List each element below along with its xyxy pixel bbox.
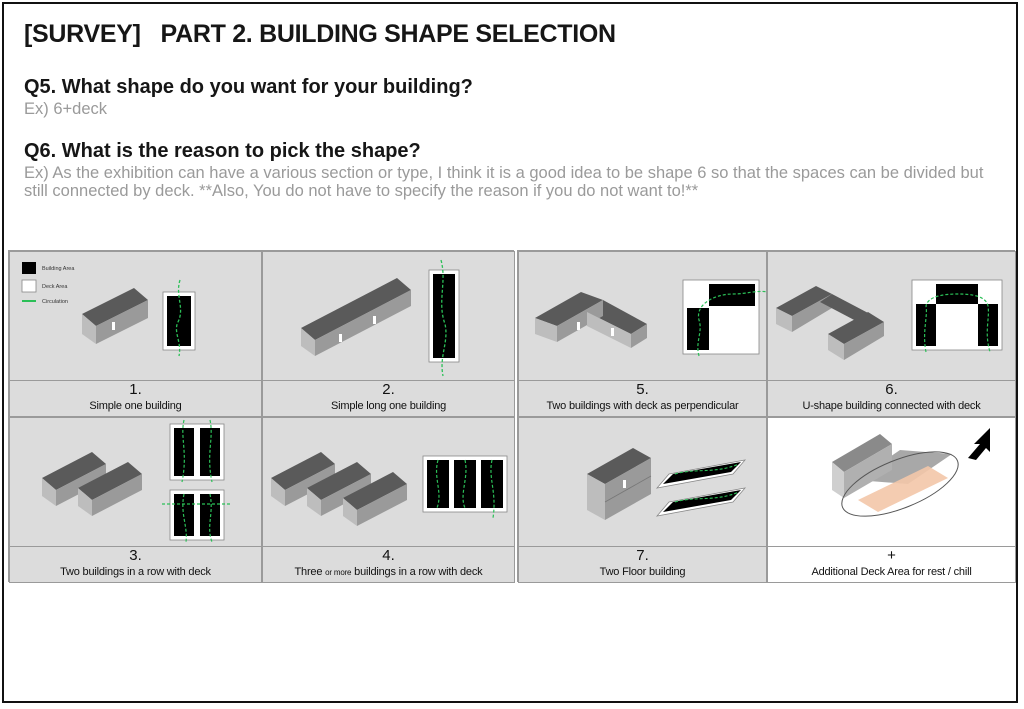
plan-icon <box>429 260 459 376</box>
page-title: [SURVEY] PART 2. BUILDING SHAPE SELECTION <box>24 20 616 48</box>
plan-icon <box>912 280 1002 352</box>
house-icon <box>82 288 148 344</box>
legend-deck-area: Deck Area <box>42 284 68 290</box>
option-2-number: 2. <box>382 381 395 398</box>
plan-bottom-icon <box>162 490 232 542</box>
option-4-card[interactable] <box>262 417 515 583</box>
option-6-label: U-shape building connected with deck <box>802 400 981 412</box>
option-5-number: 5. <box>636 381 649 398</box>
plan-icon <box>683 280 769 356</box>
two-floor-house-icon <box>587 448 651 520</box>
option-3-illustration <box>10 418 263 548</box>
legend <box>22 262 75 305</box>
deck-area-swatch <box>22 280 36 292</box>
question-6: Q6. What is the reason to pick the shape? <box>24 140 421 162</box>
option-1-illustration <box>10 252 263 382</box>
house-icon <box>42 452 142 516</box>
option-6-illustration <box>768 252 1017 382</box>
long-house-icon <box>301 278 411 356</box>
option-7-card[interactable] <box>518 417 767 583</box>
option-2-card[interactable] <box>262 251 515 417</box>
deck-house-icon <box>832 434 966 529</box>
option-4-number: 4. <box>382 547 395 564</box>
option-5-card[interactable] <box>518 251 767 417</box>
legend-circulation: Circulation <box>42 299 68 305</box>
plan-icon <box>423 456 507 518</box>
option-4-label: Three or more buildings in a row with deck <box>294 566 483 578</box>
option-5-illustration <box>519 252 768 382</box>
question-6-example: Ex) As the exhibition can have a various section or type, I think it is a good idea to be shape 6 so that the spaces can be divided but still connected by deck. **Also, You do not have to specify the reason if you do not want to!** <box>24 164 984 200</box>
question-5: Q5. What shape do you want for your building? <box>24 76 473 98</box>
option-6-number: 6. <box>885 381 898 398</box>
option-3-number: 3. <box>129 547 142 564</box>
u-house-icon <box>776 286 884 360</box>
options-panel-right <box>517 250 1015 582</box>
option-7-number: 7. <box>636 547 649 564</box>
option-deck-label: Additional Deck Area for rest / chill <box>811 566 972 578</box>
option-7-illustration <box>519 418 768 548</box>
option-7-label: Two Floor building <box>599 566 686 578</box>
option-2-illustration <box>263 252 516 382</box>
option-deck-number: + <box>887 547 896 564</box>
plan-top-icon <box>170 420 224 482</box>
option-6-card[interactable] <box>767 251 1016 417</box>
question-5-example: Ex) 6+deck <box>24 100 107 118</box>
plan-stack-icon <box>657 460 745 516</box>
legend-building-area: Building Area <box>42 266 75 272</box>
option-3-label: Two buildings in a row with deck <box>60 566 211 578</box>
option-deck-card[interactable] <box>767 417 1016 583</box>
plan-icon <box>163 280 195 356</box>
options-panel-left <box>8 250 514 582</box>
arrow-icon <box>968 428 990 460</box>
option-1-label: Simple one building <box>89 400 182 412</box>
option-deck-illustration <box>768 418 1017 548</box>
option-1-card[interactable] <box>9 251 262 417</box>
option-4-illustration <box>263 418 516 548</box>
option-3-card[interactable] <box>9 417 262 583</box>
building-area-swatch <box>22 262 36 274</box>
l-house-icon <box>535 292 647 348</box>
option-1-number: 1. <box>129 381 142 398</box>
option-2-label: Simple long one building <box>330 400 447 412</box>
option-5-label: Two buildings with deck as perpendicular <box>546 400 739 412</box>
house-icon <box>271 452 407 526</box>
